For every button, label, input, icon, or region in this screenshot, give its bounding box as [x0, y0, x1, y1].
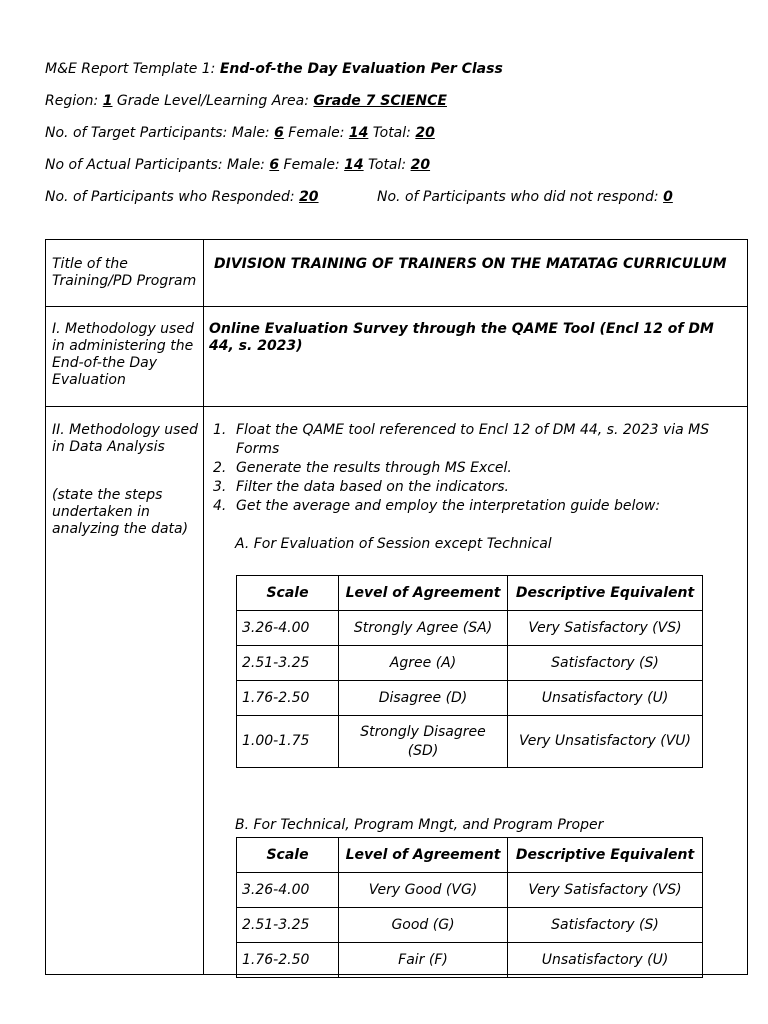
template-prefix: M&E Report Template 1: [45, 61, 220, 77]
scale-table-a [236, 575, 703, 768]
header-agreement: Level of Agreement [339, 838, 508, 873]
region-grade-line [45, 92, 447, 110]
not-responded-value: 0 [663, 189, 673, 205]
actual-total-label: Total: [363, 157, 411, 173]
header-descriptive: Descriptive Equivalent [508, 576, 703, 611]
table-row: 1.76-2.50 Fair (F) Unsatisfactory (U) [237, 943, 703, 978]
header-scale: Scale [237, 838, 339, 873]
scale-table-b [236, 837, 703, 978]
grade-label: Grade Level/Learning Area: [112, 93, 314, 109]
evaluation-table [45, 239, 748, 975]
actual-participants-line [45, 156, 430, 174]
actual-female: 14 [344, 157, 364, 173]
target-male: 6 [274, 125, 284, 141]
not-responded-label: No. of Participants who did not respond: [377, 189, 664, 205]
title-label: Title of the Training/PD Program [52, 256, 197, 289]
methodology-value: Online Evaluation Survey through the QAME Tool (Encl 12 of DM 44, s. 2023) [209, 321, 714, 354]
target-participants-line [45, 124, 435, 142]
header-agreement: Level of Agreement [339, 576, 508, 611]
methodology-label: I. Methodology used in administering the End-of-the Day Evaluation [52, 321, 194, 388]
target-label: No. of Target Participants: Male: [45, 125, 275, 141]
table-row: 3.26-4.00 Strongly Agree (SA) Very Satisfactory (VS) [237, 611, 703, 646]
report-template-line [45, 60, 503, 78]
step-item: 2. Generate the results through MS Excel. [213, 460, 512, 476]
header-scale: Scale [237, 576, 339, 611]
responses-line [45, 188, 673, 206]
not-responded-group [377, 188, 673, 206]
analysis-note: (state the steps undertaken in analyzing the data) [52, 487, 189, 537]
target-female: 14 [348, 125, 369, 141]
column-divider [203, 240, 204, 974]
table-row: 2.51-3.25 Good (G) Satisfactory (S) [237, 908, 703, 943]
actual-male: 6 [269, 157, 280, 173]
responded-label: No. of Participants who Responded: [45, 189, 300, 205]
responded-value: 20 [299, 189, 319, 205]
header-descriptive: Descriptive Equivalent [508, 838, 703, 873]
title-value: DIVISION TRAINING OF TRAINERS ON THE MATATAG CURRICULUM [214, 256, 727, 272]
analysis-label: II. Methodology used in Data Analysis [52, 422, 198, 455]
region-label: Region: [45, 93, 103, 109]
step-item: 3. Filter the data based on the indicators. [213, 479, 509, 495]
table-row: 3.26-4.00 Very Good (VG) Very Satisfactory (VS) [237, 873, 703, 908]
actual-total: 20 [410, 157, 431, 173]
section-b-label: B. For Technical, Program Mngt, and Program Proper [235, 817, 604, 833]
target-total: 20 [415, 125, 435, 141]
table-row: 2.51-3.25 Agree (A) Satisfactory (S) [237, 646, 703, 681]
grade-value: Grade 7 SCIENCE [313, 93, 447, 109]
row-divider [46, 306, 747, 307]
region-value: 1 [102, 93, 113, 109]
template-title: End-of-the Day Evaluation Per Class [219, 61, 503, 77]
table-row: 1.00-1.75 Strongly Disagree (SD) Very Unsatisfactory (VU) [237, 716, 703, 768]
section-a-label: A. For Evaluation of Session except Technical [235, 536, 552, 552]
actual-label: No of Actual Participants: Male: [45, 157, 270, 173]
step-item: 1. Float the QAME tool referenced to Encl 12 of DM 44, s. 2023 via MS Forms [213, 422, 710, 457]
target-total-label: Total: [368, 125, 416, 141]
target-female-label: Female: [283, 125, 349, 141]
table-row: 1.76-2.50 Disagree (D) Unsatisfactory (U) [237, 681, 703, 716]
analysis-steps [213, 421, 733, 516]
step-item: 4. Get the average and employ the interpretation guide below: [213, 498, 661, 514]
row-divider [46, 406, 747, 407]
actual-female-label: Female: [279, 157, 345, 173]
